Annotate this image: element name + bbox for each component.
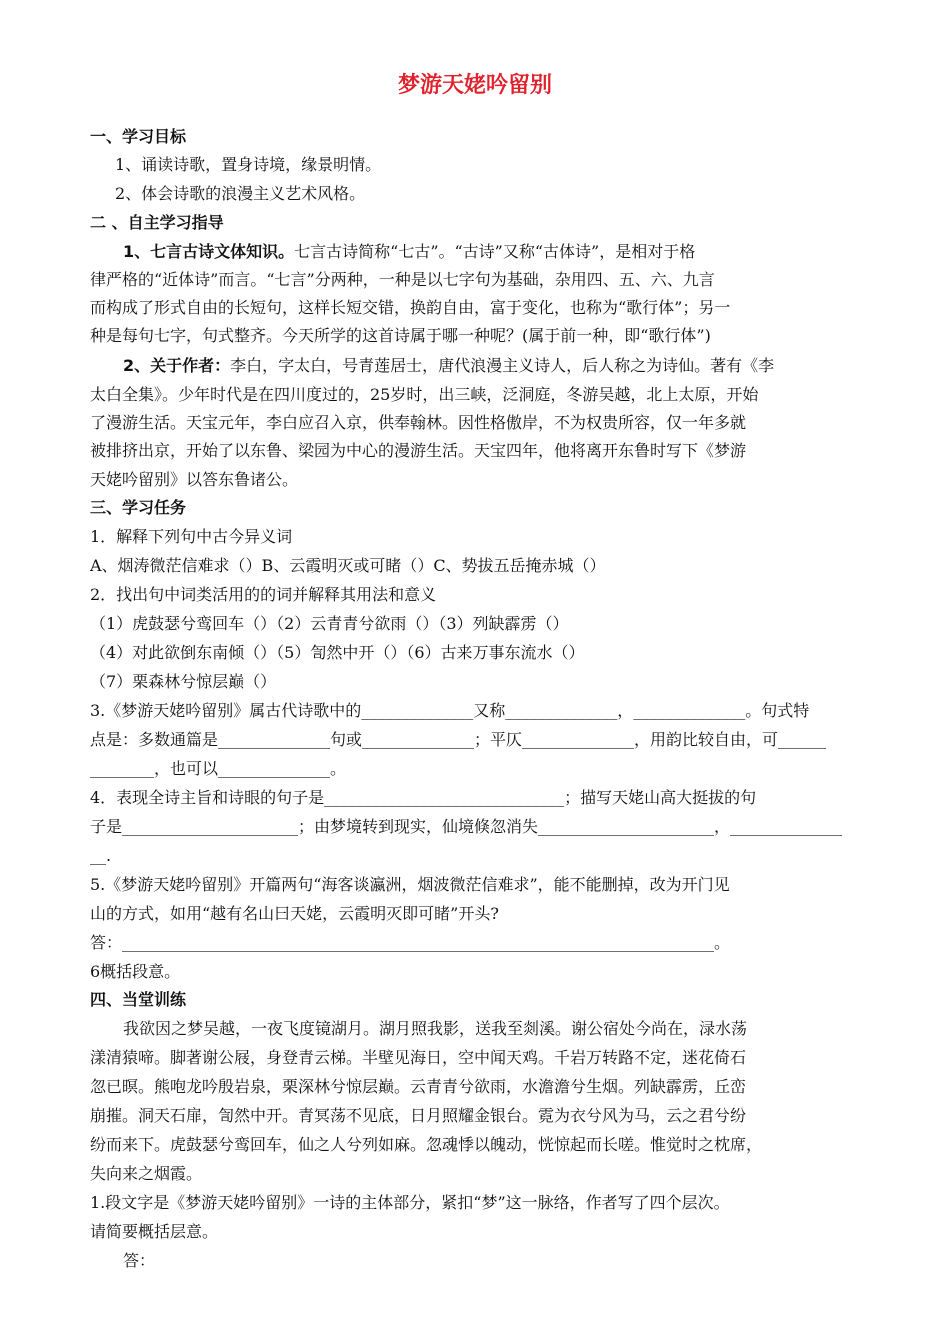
passage-line: 崩摧。洞天石扉，訇然中开。青冥荡不见底，日月照耀金银台。霓为衣兮风为马，云之君兮纷 xyxy=(90,1106,747,1125)
section-heading-tasks: 三、学习任务 xyxy=(90,498,187,517)
task-line: （7）栗森林兮惊层巅（） xyxy=(90,672,277,691)
paragraph-line: 天姥吟留别》以答东鲁诸公。 xyxy=(90,470,299,489)
passage-line: 忽已暝。熊咆龙吟殷岩泉，栗深林兮惊层巅。云青青兮欲雨，水澹澹兮生烟。列缺霹雳，丘峦 xyxy=(90,1077,747,1096)
paragraph-line: 太白全集》。少年时代是在四川度过的，25岁时，出三峡，泛洞庭，冬游吴越，北上太原，开始 xyxy=(90,385,759,404)
task-line: __. xyxy=(90,846,112,865)
question-line: 请简要概括层意。 xyxy=(90,1222,219,1241)
answer-label: 答： xyxy=(123,1251,156,1270)
paragraph-line: 被排挤出京，开始了以东鲁、梁园为中心的漫游生活。天宝四年，他将离开东鲁时写下《梦游 xyxy=(90,441,747,460)
passage-line: 失向来之烟霞。 xyxy=(90,1164,203,1183)
paragraph-line: 种是每句七字，句式整齐。今天所学的这首诗属于哪一种呢？(属于前一种，即“歌行体”) xyxy=(90,326,711,345)
task-line: A、烟涛微茫信难求（）B、云霞明灭或可睹（）C、势拔五岳掩赤城（） xyxy=(90,556,606,575)
task-line: 答：__________________________________________________________________________。 xyxy=(90,933,731,952)
paragraph-line: 律严格的“近体诗”而言。“七言”分两种，一种是以七字句为基础，杂用四、五、六、九言 xyxy=(90,270,715,289)
question-line: 1.段文字是《梦游天姥吟留别》一诗的主体部分，紧扣“梦”这一脉络，作者写了四个层次。 xyxy=(90,1193,730,1212)
task-line: 2．找出句中词类活用的的词并解释其用法和意义 xyxy=(90,585,437,604)
paragraph-line xyxy=(123,356,903,376)
task-line: 4．表现全诗主旨和诗眼的句子是______________________________；描写天姥山高大挺拔的句 xyxy=(90,788,757,807)
task-line: 子是______________________；由梦境转到现实，仙境倏忽消失______________________，______________ xyxy=(90,817,843,836)
passage-line: 漾清猿啼。脚著谢公屐，身登青云梯。半壁见海日，空中闻天鸡。千岩万转路不定，迷花倚石 xyxy=(90,1048,747,1067)
document-title: 梦游天姥吟留别 xyxy=(397,73,552,98)
task-line: （4）对此欲倒东南倾（）（5）訇然中开（）（6）古来万事东流水（） xyxy=(90,643,585,662)
task-line: 山的方式，如用“越有名山曰天姥，云霞明灭即可睹”开头? xyxy=(90,904,499,923)
paragraph-text: 七言古诗简称“七古”。“古诗”又称“古体诗”，是相对于格 xyxy=(294,242,696,261)
task-line: 5.《梦游天姥吟留别》开篇两句“海客谈瀛洲，烟波微茫信难求”，能不能删掉，改为开门见 xyxy=(90,875,730,894)
task-line: （1）虎鼓瑟兮鸾回车（）（2）云青青兮欲雨（）（3）列缺霹雳（） xyxy=(90,614,569,633)
paragraph-line: 了漫游生活。天宝元年，李白应召入京，供奉翰林。因性格傲岸，不为权贵所容，仅一年多就 xyxy=(90,413,747,432)
paragraph-lead: 2、关于作者： xyxy=(123,356,231,375)
task-line: 点是：多数通篇是______________句或______________；平仄______________，用韵比较自由，可______ xyxy=(90,730,827,749)
task-line: ________，也可以______________。 xyxy=(90,759,347,778)
task-line: 1．解释下列句中古今异义词 xyxy=(90,527,293,546)
paragraph-line: 而构成了形式自由的长短句，这样长短交错，换韵自由，富于变化，也称为“歌行体”；另一 xyxy=(90,298,731,317)
passage-line: 我欲因之梦吴越，一夜飞度镜湖月。湖月照我影，送我至剡溪。谢公宿处今尚在，渌水荡 xyxy=(123,1019,748,1038)
paragraph-line xyxy=(123,242,903,262)
passage-line: 纷而来下。虎鼓瑟兮鸾回车，仙之人兮列如麻。忽魂悸以魄动，恍惊起而长嗟。惟觉时之枕席， xyxy=(90,1135,763,1154)
section-heading-practice: 四、当堂训练 xyxy=(90,990,187,1009)
section-heading-guidance: 二 、自主学习指导 xyxy=(90,213,224,232)
goal-item: 2、体会诗歌的浪漫主义艺术风格。 xyxy=(115,184,366,203)
paragraph-text: 李白，字太白，号青莲居士，唐代浪漫主义诗人，后人称之为诗仙。著有《李 xyxy=(230,356,775,375)
task-line: 6概括段意。 xyxy=(90,962,181,981)
goal-item: 1、诵读诗歌，置身诗境，缘景明情。 xyxy=(115,155,382,174)
task-line: 3.《梦游天姥吟留别》属古代诗歌中的______________又称______________，______________。句式特 xyxy=(90,701,810,720)
section-heading-goals: 一、学习目标 xyxy=(90,127,187,146)
paragraph-lead: 1、七言古诗文体知识。 xyxy=(123,242,295,261)
